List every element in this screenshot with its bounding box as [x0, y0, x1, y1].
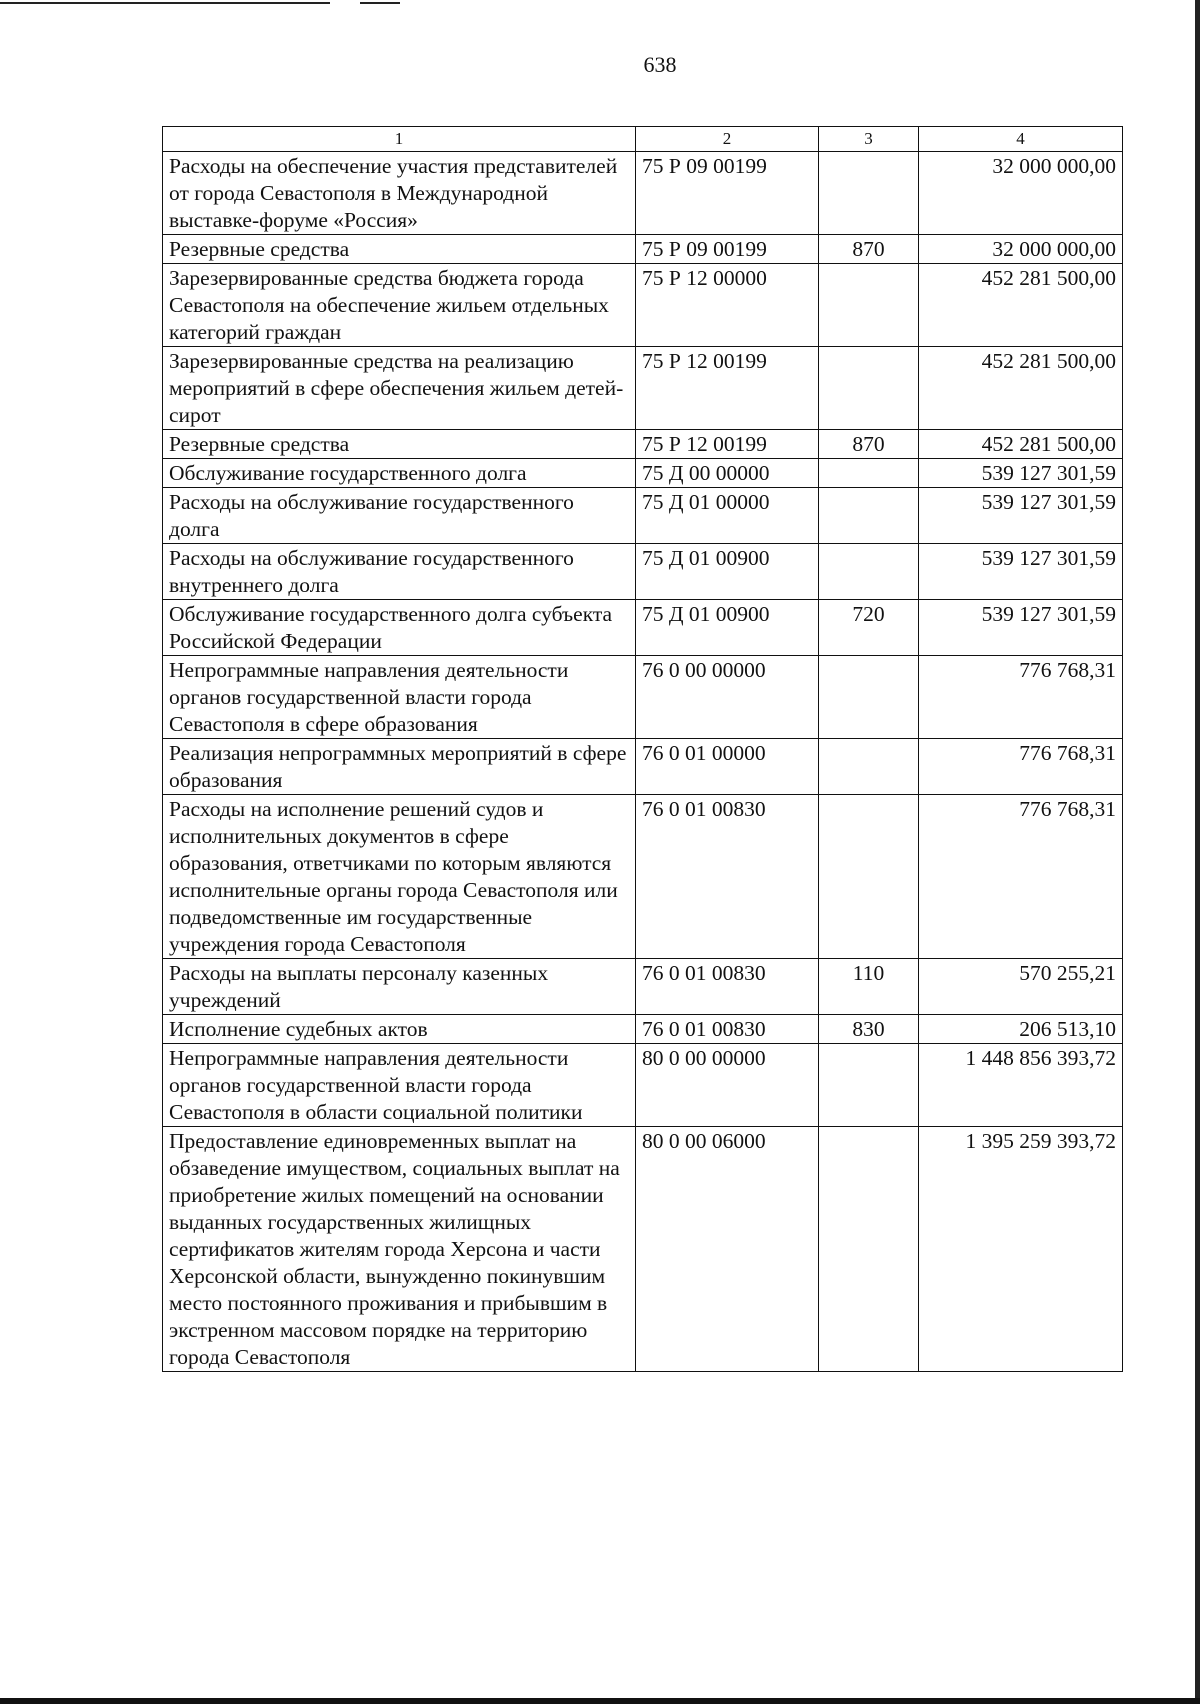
row-name: Зарезервированные средства на реализацию мероприятий в сфере обеспечения жильем детей-сирот: [163, 347, 636, 430]
scan-border-top-fragment: [360, 2, 400, 4]
header-col-1: 1: [163, 127, 636, 152]
row-name: Расходы на обслуживание государственного внутреннего долга: [163, 544, 636, 600]
row-kind: [819, 656, 919, 739]
table-row: [163, 600, 1123, 656]
table-row: [163, 459, 1123, 488]
row-sum: 539 127 301,59: [919, 544, 1123, 600]
row-kind: 830: [819, 1015, 919, 1044]
row-kind: 870: [819, 430, 919, 459]
row-code: 76 0 01 00830: [636, 795, 819, 959]
row-sum: 32 000 000,00: [919, 235, 1123, 264]
table-row: [163, 264, 1123, 347]
header-col-4: 4: [919, 127, 1123, 152]
row-code: 76 0 01 00830: [636, 959, 819, 1015]
page-number: 638: [643, 52, 677, 77]
row-code: 80 0 00 06000: [636, 1127, 819, 1372]
row-kind: 110: [819, 959, 919, 1015]
row-kind: [819, 739, 919, 795]
row-sum: 539 127 301,59: [919, 459, 1123, 488]
row-code: 80 0 00 00000: [636, 1044, 819, 1127]
scan-border-right: [1195, 0, 1200, 1704]
table-row: [163, 347, 1123, 430]
header-col-2: 2: [636, 127, 819, 152]
row-name: Непрограммные направления деятельности органов государственной власти города Севастополя в сфере образования: [163, 656, 636, 739]
row-name: Исполнение судебных актов: [163, 1015, 636, 1044]
row-kind: 870: [819, 235, 919, 264]
row-code: 75 Д 01 00900: [636, 544, 819, 600]
row-name: Расходы на исполнение решений судов и исполнительных документов в сфере образования, ответчиками по которым являются исполнительные органы города Севастополя или подведомственные им государственные учреждения города Севастополя: [163, 795, 636, 959]
row-name: Резервные средства: [163, 235, 636, 264]
row-sum: 206 513,10: [919, 1015, 1123, 1044]
row-code: 75 Р 12 00199: [636, 430, 819, 459]
row-sum: 539 127 301,59: [919, 488, 1123, 544]
row-sum: 776 768,31: [919, 739, 1123, 795]
row-name: Зарезервированные средства бюджета города Севастополя на обеспечение жильем отдельных категорий граждан: [163, 264, 636, 347]
row-name: Непрограммные направления деятельности органов государственной власти города Севастополя в области социальной политики: [163, 1044, 636, 1127]
table-row: [163, 235, 1123, 264]
table-row: [163, 1015, 1123, 1044]
row-sum: 1 395 259 393,72: [919, 1127, 1123, 1372]
row-sum: 32 000 000,00: [919, 152, 1123, 235]
row-name: Предоставление единовременных выплат на обзаведение имуществом, социальных выплат на приобретение жилых помещений на основании выданных государственных жилищных сертификатов жителям города Херсона и части Херсонской области, вынужденно покинувшим место постоянного проживания и прибывшим в экстренном массовом порядке на территорию города Севастополя: [163, 1127, 636, 1372]
table-row: [163, 959, 1123, 1015]
row-name: Расходы на обслуживание государственного долга: [163, 488, 636, 544]
row-code: 76 0 01 00000: [636, 739, 819, 795]
row-sum: 452 281 500,00: [919, 347, 1123, 430]
row-code: 75 Р 09 00199: [636, 235, 819, 264]
row-code: 75 Р 09 00199: [636, 152, 819, 235]
table-row: [163, 1044, 1123, 1127]
row-sum: 1 448 856 393,72: [919, 1044, 1123, 1127]
row-code: 75 Р 12 00000: [636, 264, 819, 347]
budget-table: [162, 126, 1123, 1372]
row-sum: 452 281 500,00: [919, 264, 1123, 347]
table-header-row: [163, 127, 1123, 152]
row-kind: [819, 264, 919, 347]
row-sum: 570 255,21: [919, 959, 1123, 1015]
row-kind: [819, 1127, 919, 1372]
table-row: [163, 544, 1123, 600]
row-code: 76 0 01 00830: [636, 1015, 819, 1044]
row-kind: [819, 488, 919, 544]
row-code: 76 0 00 00000: [636, 656, 819, 739]
row-kind: [819, 544, 919, 600]
row-name: Обслуживание государственного долга субъекта Российской Федерации: [163, 600, 636, 656]
row-code: 75 Д 01 00000: [636, 488, 819, 544]
row-name: Реализация непрограммных мероприятий в сфере образования: [163, 739, 636, 795]
table-row: [163, 152, 1123, 235]
scan-border-bottom: [0, 1698, 1200, 1704]
row-kind: [819, 459, 919, 488]
row-kind: 720: [819, 600, 919, 656]
row-kind: [819, 795, 919, 959]
table-row: [163, 488, 1123, 544]
row-sum: 776 768,31: [919, 656, 1123, 739]
scan-border-top: [0, 2, 330, 4]
row-code: 75 Р 12 00199: [636, 347, 819, 430]
row-name: Расходы на обеспечение участия представителей от города Севастополя в Международной выставке-форуме «Россия»: [163, 152, 636, 235]
row-kind: [819, 1044, 919, 1127]
row-name: Расходы на выплаты персоналу казенных учреждений: [163, 959, 636, 1015]
row-sum: 776 768,31: [919, 795, 1123, 959]
row-sum: 539 127 301,59: [919, 600, 1123, 656]
row-kind: [819, 152, 919, 235]
row-code: 75 Д 01 00900: [636, 600, 819, 656]
row-name: Резервные средства: [163, 430, 636, 459]
table-row: [163, 739, 1123, 795]
table-row: [163, 795, 1123, 959]
row-kind: [819, 347, 919, 430]
row-name: Обслуживание государственного долга: [163, 459, 636, 488]
table-row: [163, 656, 1123, 739]
header-col-3: 3: [819, 127, 919, 152]
row-code: 75 Д 00 00000: [636, 459, 819, 488]
row-sum: 452 281 500,00: [919, 430, 1123, 459]
table-row: [163, 1127, 1123, 1372]
table-row: [163, 430, 1123, 459]
